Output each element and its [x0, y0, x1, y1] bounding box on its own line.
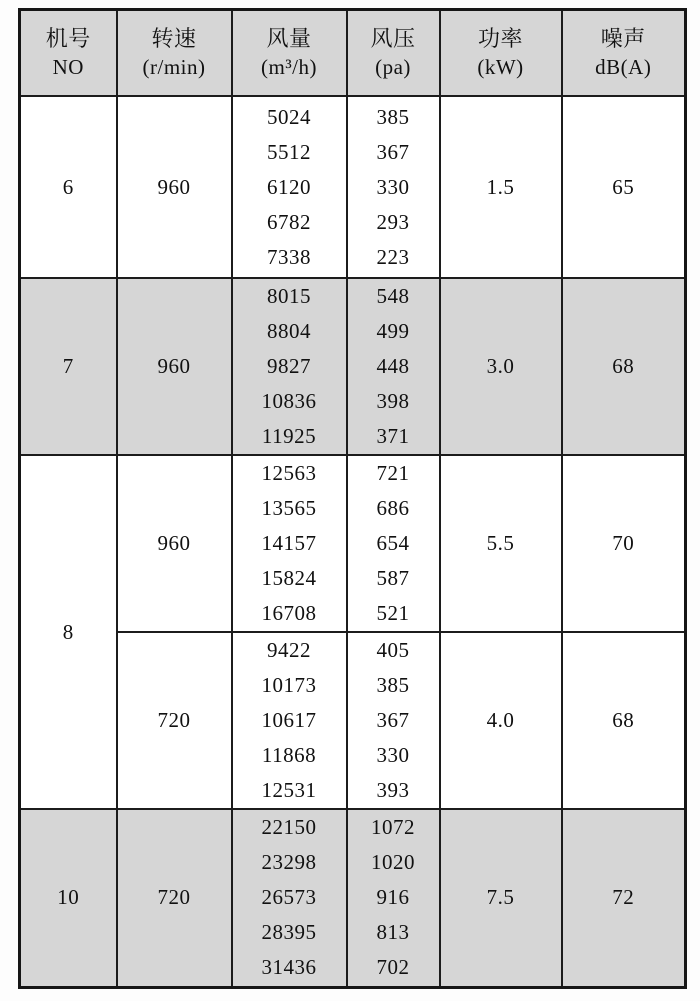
volume-value: 12531: [261, 778, 317, 802]
cell-power: 5.5: [440, 455, 562, 632]
cell-speed: 960: [117, 278, 232, 455]
pressure-value: 367: [376, 708, 410, 732]
header-pressure-cn: 风压: [370, 26, 416, 52]
cell-volumes: [232, 455, 347, 632]
header-cell-no: [20, 10, 117, 97]
volume-value: 8804: [267, 319, 311, 343]
header-speed-cn: 转速: [151, 26, 197, 52]
volume-stack: [233, 100, 346, 275]
volume-value: 28395: [261, 920, 317, 945]
header-pressure-unit: (pa): [375, 54, 411, 79]
pressure-value: 293: [376, 209, 410, 234]
cell-no: 7: [20, 278, 117, 455]
header-speed-unit: (r/min): [142, 54, 206, 79]
header-no-en: NO: [52, 54, 84, 79]
header-noise-unit: dB(A): [595, 54, 652, 79]
volume-value: 26573: [261, 885, 317, 910]
cell-power: 7.5: [440, 809, 562, 987]
pressure-value: 398: [376, 389, 410, 413]
pressure-value: 448: [376, 354, 410, 378]
cell-power: 4.0: [440, 632, 562, 809]
cell-noise: 72: [562, 809, 686, 987]
cell-power: 3.0: [440, 278, 562, 455]
volume-value: 8015: [267, 284, 311, 308]
table-row-no7: [20, 278, 686, 455]
cell-power: 1.5: [440, 96, 562, 278]
cell-speed: 720: [117, 809, 232, 987]
pressure-value: 916: [376, 885, 410, 910]
volume-value: 12563: [261, 461, 317, 485]
volume-value: 23298: [261, 850, 317, 875]
header-cell-volume: [232, 10, 347, 97]
volume-value: 6120: [267, 174, 311, 199]
volume-value: 5512: [267, 139, 311, 164]
volume-value: 6782: [267, 209, 311, 234]
volume-value: 31436: [261, 955, 317, 980]
volume-value: 22150: [261, 815, 317, 840]
pressure-value: 223: [376, 244, 410, 269]
volume-stack: [233, 456, 346, 631]
header-power-cn: 功率: [477, 26, 523, 52]
pressure-value: 385: [376, 104, 410, 129]
volume-value: 14157: [261, 531, 317, 555]
cell-volumes: [232, 632, 347, 809]
cell-pressures: [347, 632, 440, 809]
cell-speed: 720: [117, 632, 232, 809]
cell-noise: 65: [562, 96, 686, 278]
header-row: [20, 10, 686, 97]
volume-value: 7338: [267, 244, 311, 269]
pressure-value: 521: [376, 601, 410, 625]
table-row-no8-960: [20, 455, 686, 632]
volume-value: 16708: [261, 601, 317, 625]
cell-speed: 960: [117, 455, 232, 632]
fan-spec-table: [18, 8, 687, 989]
header-power-unit: (kW): [477, 54, 524, 79]
header-noise-cn: 噪声: [600, 26, 646, 52]
pressure-value: 1072: [371, 815, 415, 840]
cell-pressures: [347, 455, 440, 632]
pressure-value: 654: [376, 531, 410, 555]
volume-value: 10173: [261, 673, 317, 697]
cell-volumes: [232, 278, 347, 455]
pressure-value: 393: [376, 778, 410, 802]
pressure-value: 330: [376, 174, 410, 199]
pressure-value: 405: [376, 638, 410, 662]
table-row-no10: [20, 809, 686, 987]
volume-stack: [233, 633, 346, 808]
pressure-value: 385: [376, 673, 410, 697]
header-cell-pressure: [347, 10, 440, 97]
pressure-value: 371: [376, 424, 410, 448]
header-cell-power: [440, 10, 562, 97]
volume-value: 13565: [261, 496, 317, 520]
cell-noise: 68: [562, 632, 686, 809]
cell-pressures: [347, 96, 440, 278]
pressure-value: 721: [376, 461, 410, 485]
pressure-value: 813: [376, 920, 410, 945]
volume-stack: [233, 810, 346, 985]
pressure-stack: [348, 456, 439, 631]
cell-noise: 68: [562, 278, 686, 455]
pressure-value: 686: [376, 496, 410, 520]
pressure-value: 1020: [371, 850, 415, 875]
pressure-value: 587: [376, 566, 410, 590]
cell-pressures: [347, 809, 440, 987]
pressure-value: 367: [376, 139, 410, 164]
header-cell-speed: [117, 10, 232, 97]
cell-noise: 70: [562, 455, 686, 632]
volume-value: 5024: [267, 104, 311, 129]
header-cell-noise: [562, 10, 686, 97]
cell-speed: 960: [117, 96, 232, 278]
cell-no: 10: [20, 809, 117, 987]
pressure-value: 548: [376, 284, 410, 308]
pressure-value: 702: [376, 955, 410, 980]
volume-value: 10836: [261, 389, 317, 413]
volume-value: 15824: [261, 566, 317, 590]
pressure-stack: [348, 810, 439, 985]
pressure-value: 499: [376, 319, 410, 343]
cell-volumes: [232, 96, 347, 278]
table-row-no8-720: [20, 632, 686, 809]
volume-value: 9422: [267, 638, 311, 662]
cell-pressures: [347, 278, 440, 455]
header-volume-cn: 风量: [266, 26, 312, 52]
volume-value: 11868: [261, 743, 317, 767]
header-volume-unit: (m³/h): [261, 54, 317, 79]
volume-stack: [233, 279, 346, 454]
header-no-cn: 机号: [45, 26, 91, 52]
pressure-stack: [348, 633, 439, 808]
volume-value: 10617: [261, 708, 317, 732]
cell-no: 6: [20, 96, 117, 278]
cell-volumes: [232, 809, 347, 987]
cell-no: 8: [20, 455, 117, 809]
volume-value: 11925: [261, 424, 317, 448]
volume-value: 9827: [267, 354, 311, 378]
pressure-stack: [348, 100, 439, 275]
table-row-no6: [20, 96, 686, 278]
pressure-stack: [348, 279, 439, 454]
pressure-value: 330: [376, 743, 410, 767]
